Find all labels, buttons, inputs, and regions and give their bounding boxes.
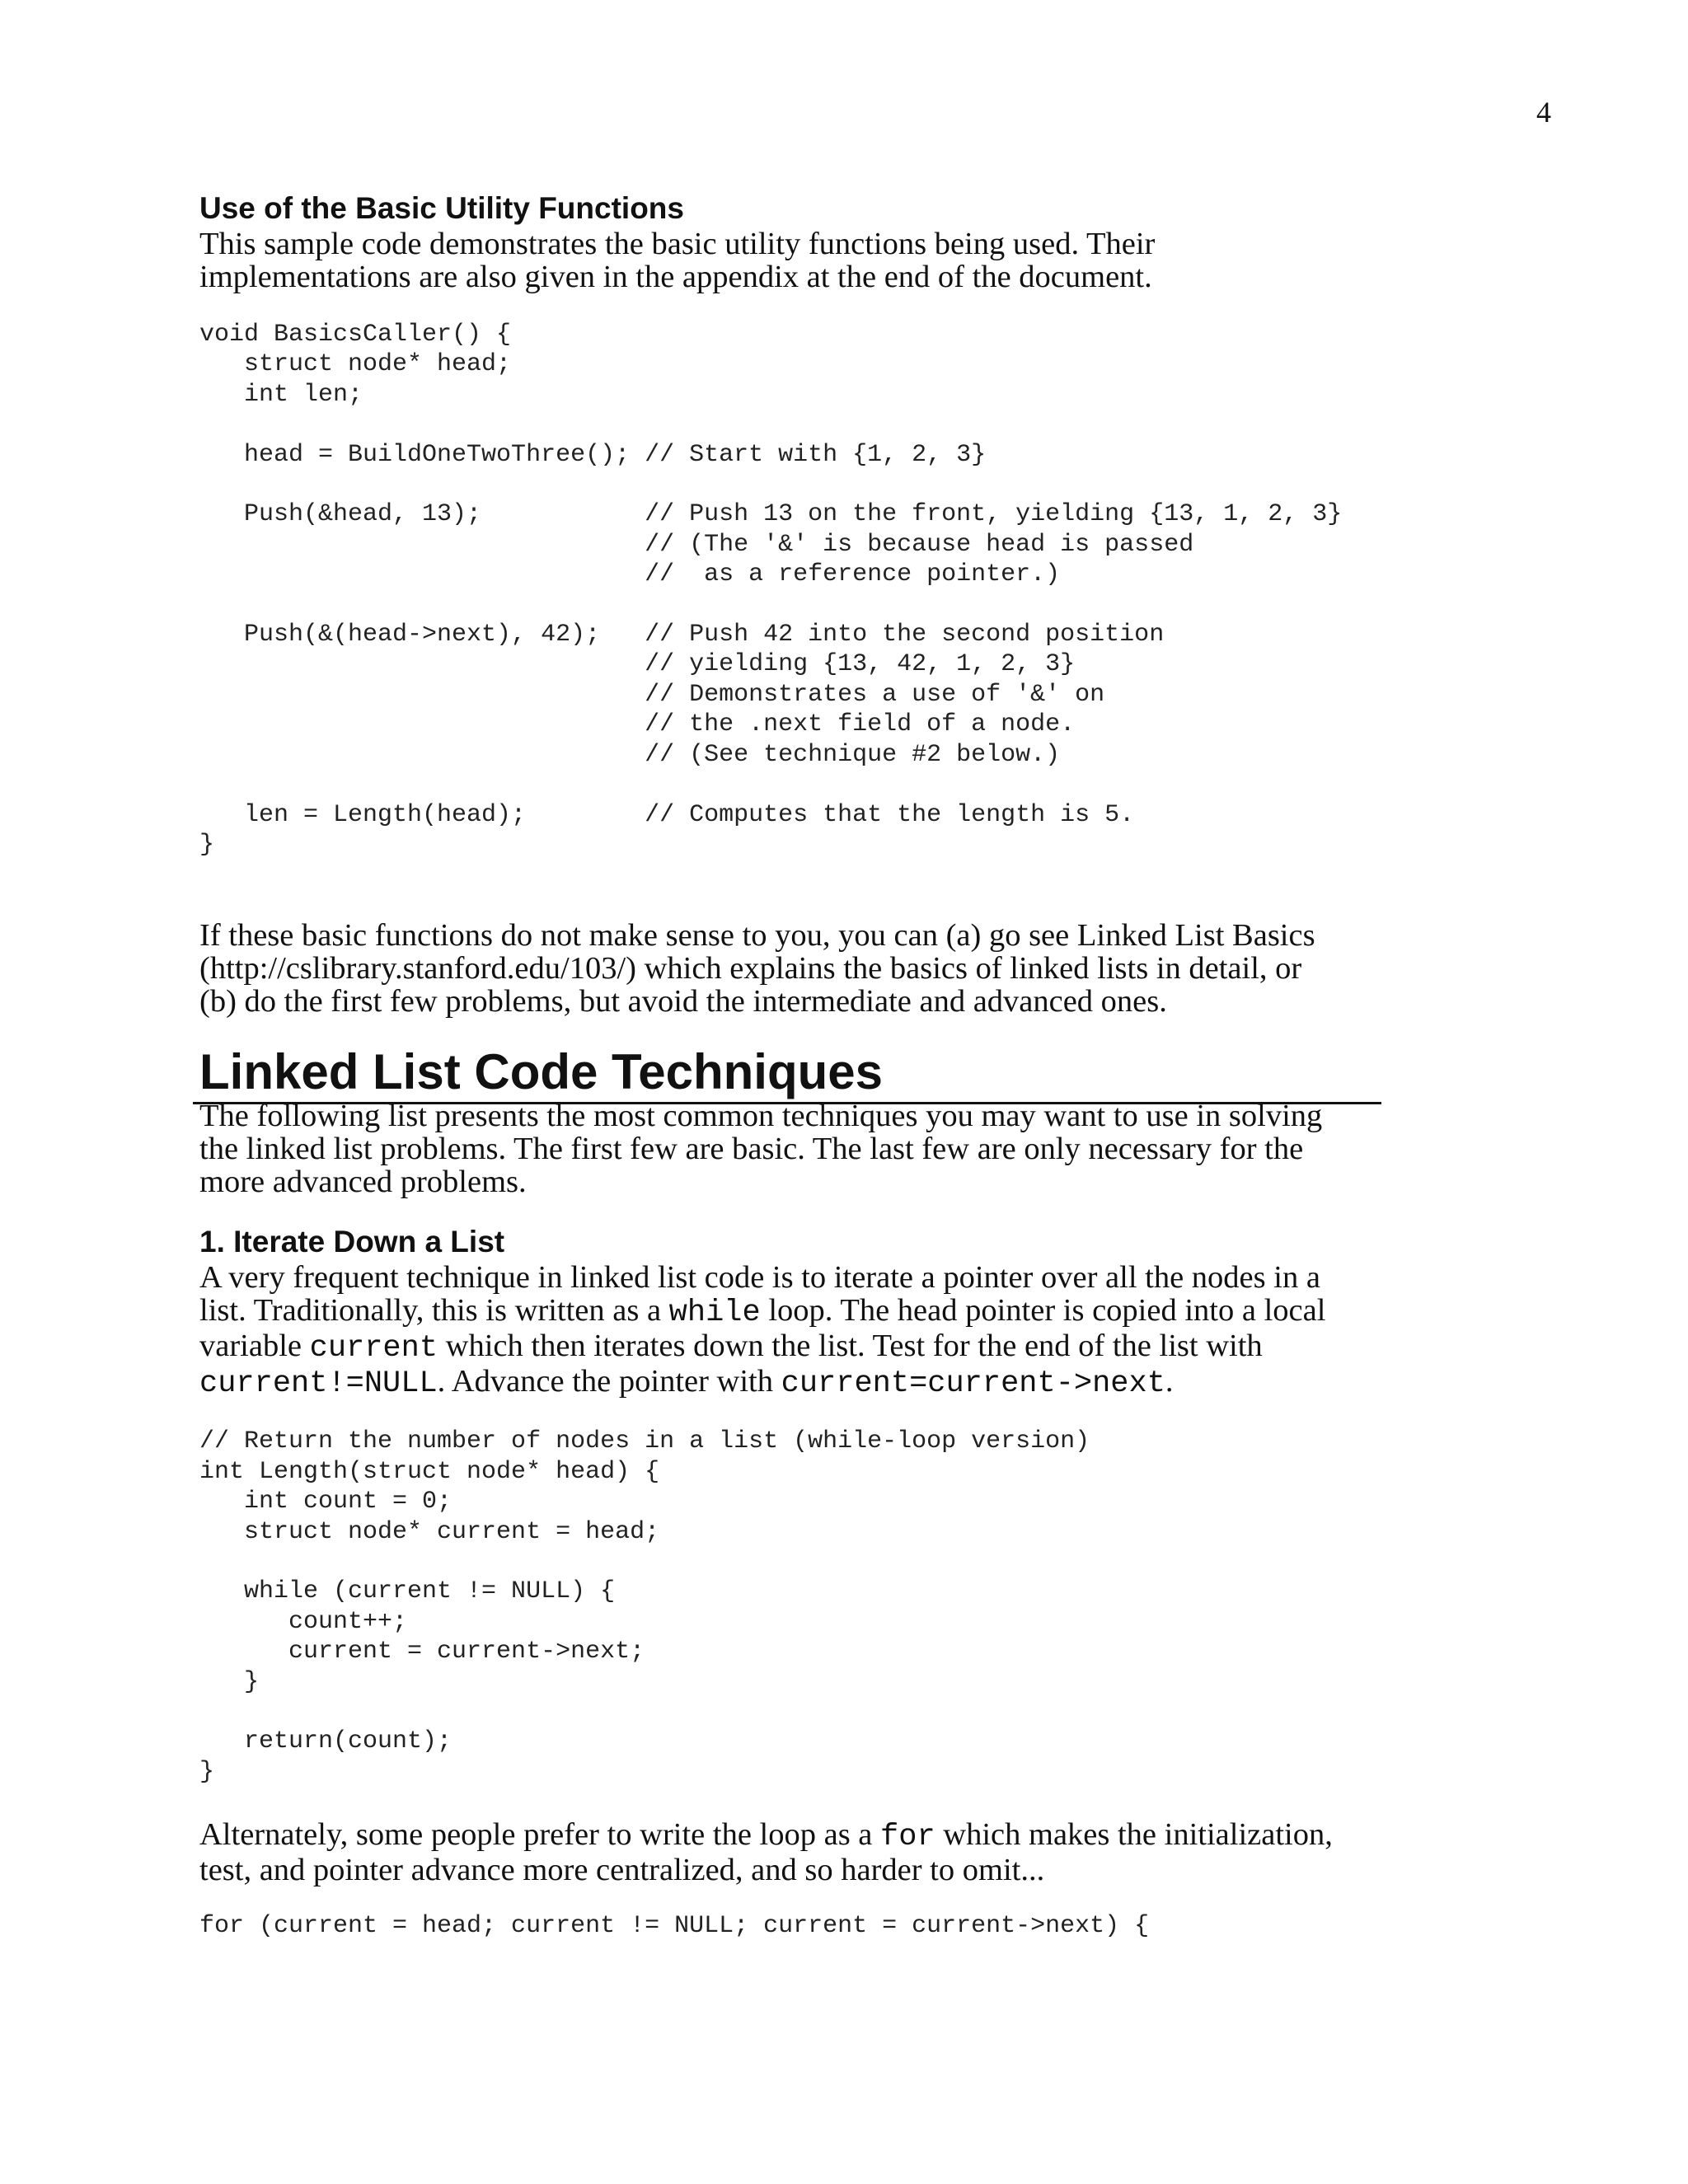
iterate-line-3-text-a: variable xyxy=(199,1329,310,1364)
inline-code-not-null: current!=NULL xyxy=(199,1366,438,1402)
iterate-line-1: A very frequent technique in linked list code is to iterate a pointer over all the nodes in a xyxy=(199,1260,1320,1296)
inline-code-current: current xyxy=(309,1331,438,1366)
page-content xyxy=(199,190,1419,1942)
iterate-line-3-text-b: which then iterates down the list. Test for the end of the list with xyxy=(438,1329,1263,1364)
iterate-line-3 xyxy=(199,1329,1419,1365)
alternate-line-1-text-b: which makes the initialization, xyxy=(935,1817,1333,1853)
alternate-loop-paragraph xyxy=(199,1818,1419,1886)
alternate-line-1-text-a: Alternately, some people prefer to write the loop as a xyxy=(199,1817,881,1853)
iterate-line-2-text-a: list. Traditionally, this is written as a xyxy=(199,1293,669,1329)
iterate-line-4-text-b: . Advance the pointer with xyxy=(437,1364,781,1399)
alternate-line-1 xyxy=(199,1818,1419,1854)
iterate-line-2 xyxy=(199,1294,1419,1329)
basics-followup-paragraph: If these basic functions do not make sense to you, you can (a) go see Linked List Basics (http://cslibrary.stanford.edu/103/) which explains the basics of linked lists in detail, or (b) do the first few problems, but avoid the intermediate and advanced ones. xyxy=(199,918,1315,1019)
section-heading-basic-utility: Use of the Basic Utility Functions xyxy=(199,191,684,225)
code-block-for-loop: for (current = head; current != NULL; current = current->next) { xyxy=(199,1912,1150,1941)
iterate-explanation-paragraph xyxy=(199,1261,1419,1400)
alternate-line-2: test, and pointer advance more centralized, and so harder to omit... xyxy=(199,1853,1045,1888)
code-block-basics-caller: void BasicsCaller() { struct node* head; int len; head = BuildOneTwoThree(); // Start with {1, 2, 3} Push(&head, 13); // Push 13 on the front, yielding {13, 1, 2, 3} // (The '&' is because head is passed // as a reference pointer.) Push(&(head->next), 42); // Push 42 into the second position // yielding {13, 42, 1, 2, 3} // Demonstrates a use of '&' on // the .next field of a node. // (See technique #2 below.) len = Length(head); // Computes that the length is 5. } xyxy=(199,321,1343,859)
page-number: 4 xyxy=(1536,96,1551,129)
inline-code-while: while xyxy=(668,1296,761,1331)
iterate-line-4-text-c: . xyxy=(1165,1364,1174,1399)
inline-code-for: for xyxy=(880,1820,935,1855)
major-heading-techniques: Linked List Code Techniques xyxy=(199,1044,883,1100)
iterate-line-4 xyxy=(199,1365,1419,1400)
techniques-intro-paragraph: The following list presents the most common techniques you may want to use in solving the linked list problems. The first few are basic. The last few are only necessary for the more advanced problems. xyxy=(199,1099,1323,1200)
inline-code-advance: current=current->next xyxy=(781,1366,1165,1402)
technique-heading-iterate: 1. Iterate Down a List xyxy=(199,1225,505,1259)
iterate-line-2-text-b: loop. The head pointer is copied into a local xyxy=(760,1293,1326,1329)
section-intro-paragraph: This sample code demonstrates the basic utility functions being used. Their implementations are also given in the appendix at the end of the document. xyxy=(199,227,1156,294)
code-block-length-while: // Return the number of nodes in a list (while-loop version) int Length(struct node* head) { int count = 0; struct node* current = head; while (current != NULL) { count++; current = current->next; } return(count); } xyxy=(199,1427,1090,1786)
